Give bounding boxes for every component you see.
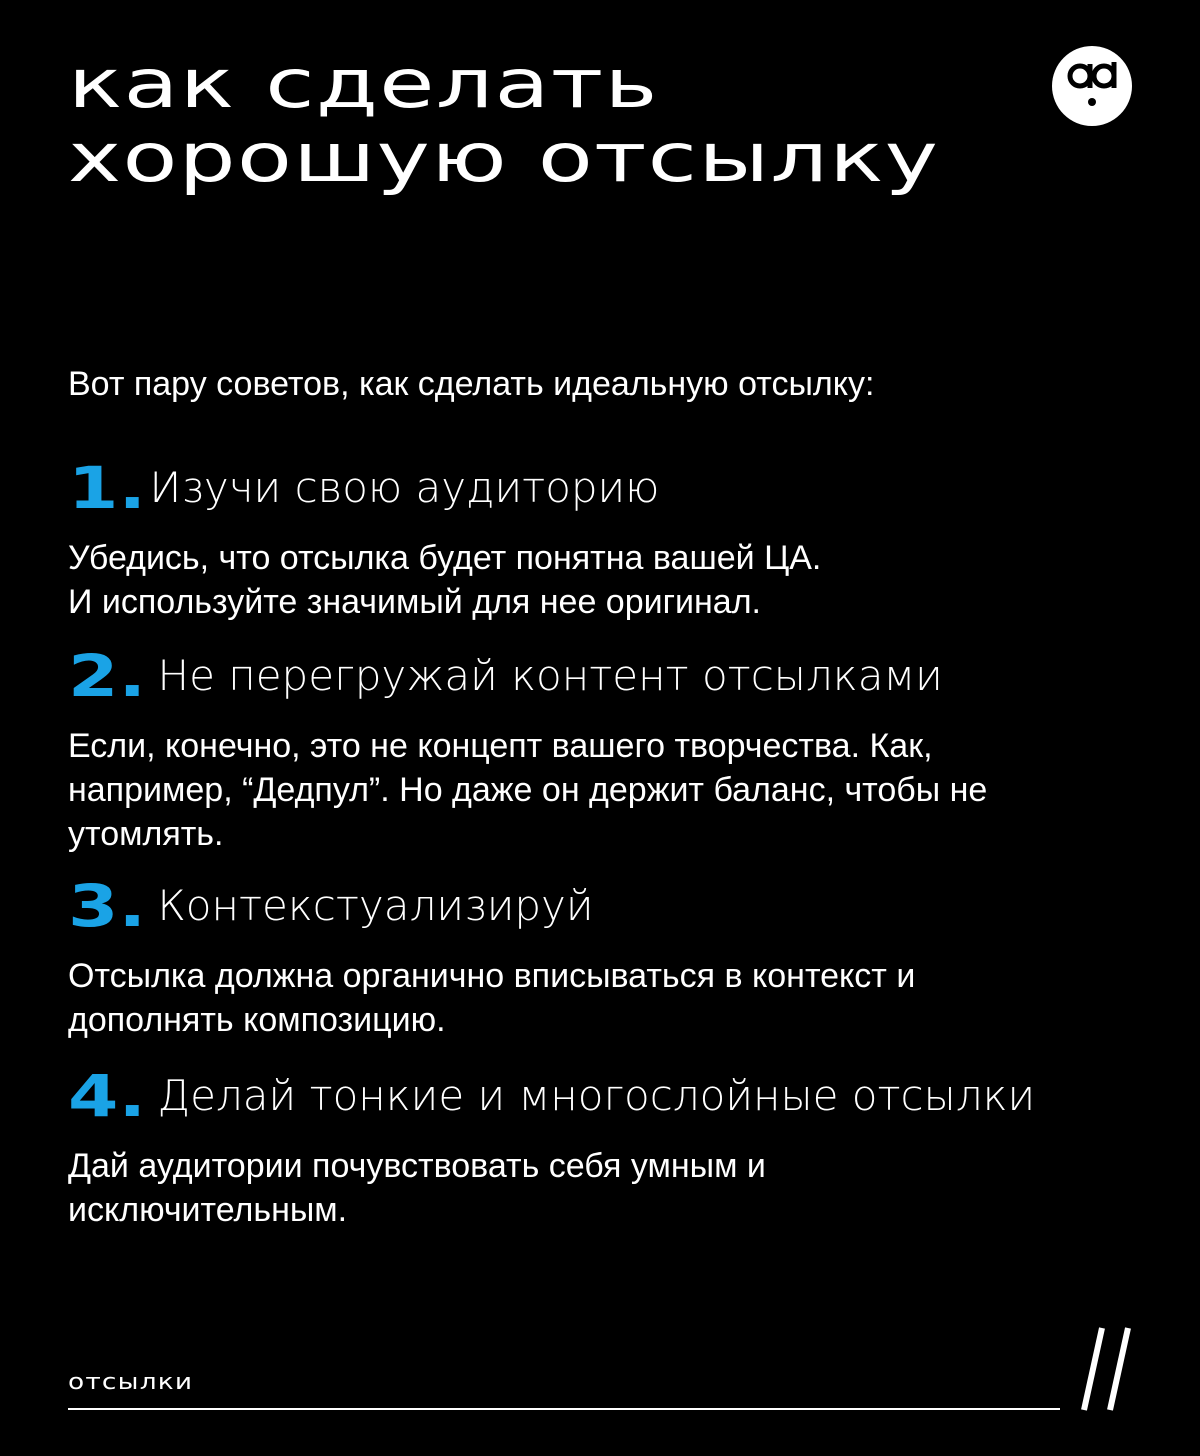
tip-body — [68, 954, 1108, 1042]
tip-heading — [68, 644, 943, 714]
tip-heading — [68, 1064, 1035, 1134]
tip-title: Делай тонкие и многослойные отсылки — [157, 1071, 1036, 1120]
tip-heading — [68, 874, 594, 944]
tip-body-line: Отсылка должна органично вписываться в контекст и — [68, 957, 916, 995]
tip-title: Не перегружай контент отсылками — [157, 651, 943, 700]
tip-body — [68, 724, 1108, 856]
tip-body-line: Если, конечно, это не концепт вашего творчества. Как, — [68, 727, 933, 765]
title-line-1: как сделать — [68, 45, 659, 124]
tip-body-line: Убедись, что отсылка будет понятна вашей ЦА. — [68, 539, 822, 577]
tip-body-line: Дай аудитории почувствовать себя умным и — [68, 1147, 766, 1185]
page-title — [68, 45, 1098, 198]
tip-body-line: И используйте значимый для нее оригинал. — [68, 583, 761, 621]
tip-number: 3. — [68, 872, 146, 940]
tip-title: Контекстуализируй — [157, 881, 594, 930]
tip-body-line: дополнять композицию. — [68, 1001, 446, 1039]
footer-label: отсылки — [68, 1370, 194, 1395]
tip-body — [68, 536, 1108, 624]
tip-title: Изучи свою аудиторию — [149, 463, 660, 512]
dd-logo-icon — [1052, 46, 1132, 126]
tip-heading — [68, 456, 659, 526]
double-slash-icon — [1080, 1326, 1134, 1412]
tip-body-line: исключительным. — [68, 1191, 348, 1229]
title-line-2: хорошую отсылку — [68, 119, 940, 198]
tip-number: 4. — [68, 1062, 146, 1130]
footer-divider — [68, 1408, 1060, 1410]
tip-body — [68, 1144, 1108, 1232]
tip-number: 1. — [68, 454, 146, 522]
tip-body-line: утомлять. — [68, 815, 224, 853]
intro-text: Вот пару советов, как сделать идеальную отсылку: — [68, 365, 875, 403]
tip-number: 2. — [68, 642, 146, 710]
tip-body-line: например, “Дедпул”. Но даже он держит баланс, чтобы не — [68, 771, 988, 809]
